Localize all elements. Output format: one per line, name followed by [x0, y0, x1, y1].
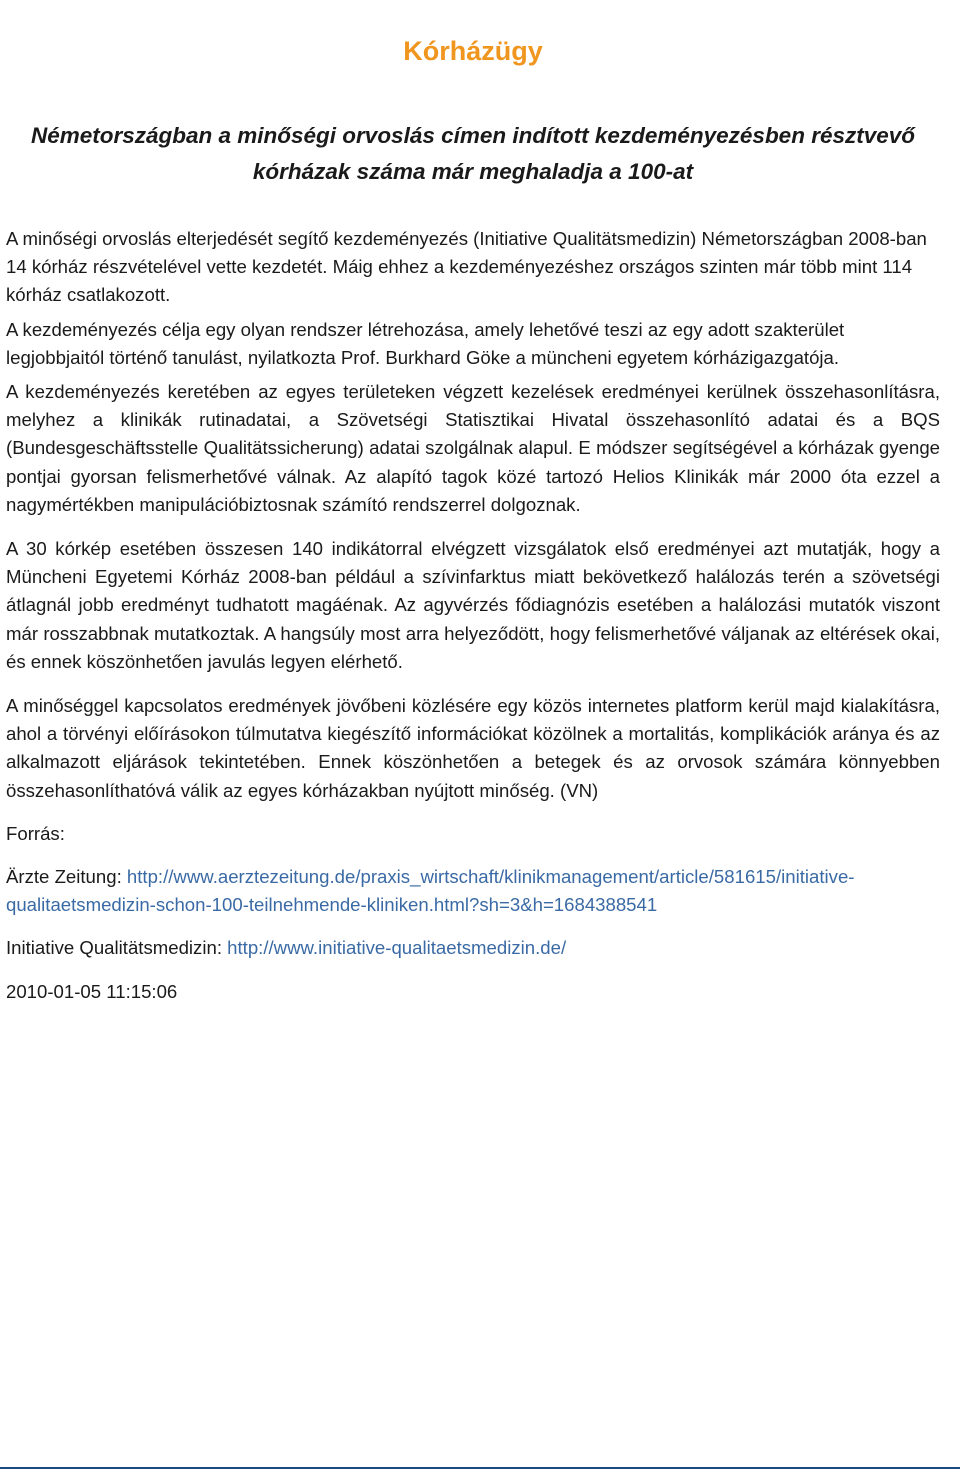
- sources-heading: Forrás:: [6, 822, 65, 844]
- paragraph-goal: A kezdeményezés célja egy olyan rendszer létrehozása, amely lehetővé teszi az egy adott szakterület legjobbjaitól történő tanulást, nyilatkozta Prof. Burkhard Göke a müncheni egyetem kórházigazgatója.: [6, 318, 845, 368]
- paragraph-platform: A minőséggel kapcsolatos eredmények jövőbeni közlésére egy közös internetes platform kerül majd kialakításra, ahol a törvényi előírásokon túlmutatva kiegészítő információkat közölnek a mortalitás, komplikációk aránya és az alkalmazott eljárások tekintetében. Ennek köszönhetően a betegek és az orvosok számára könnyebben összehasonlíthatóvá válik az egyes kórházakban nyújtott minőség. (VN): [6, 695, 940, 801]
- source-initiative: [6, 934, 940, 962]
- footer-divider: [0, 1467, 960, 1469]
- page-title: Kórházügy: [403, 36, 543, 66]
- article-body: [6, 225, 940, 1006]
- timestamp: 2010-01-05 11:15:06: [6, 980, 178, 1002]
- source-iq-label: Initiative Qualitätsmedizin:: [6, 937, 228, 959]
- article-subtitle: Németországban a minőségi orvoslás címen indított kezdeményezésben résztvevő kórházak száma már meghaladja a 100-at: [30, 123, 916, 184]
- source-aerzte-label: Ärzte Zeitung:: [6, 866, 127, 888]
- source-aerzte-link[interactable]: http://www.aerztezeitung.de/praxis_wirtschaft/klinikmanagement/article/581615/initiative-​qualitaetsmedizin-schon-100-teilnehmende-kliniken.html?sh=3&h=1684388541: [6, 866, 855, 916]
- source-iq-link[interactable]: http://www.initiative-qualitaetsmedizin.de/: [227, 937, 567, 959]
- paragraph-intro: A minőségi orvoslás elterjedését segítő kezdeményezés (Initiative Qualitätsmedizin) Németországban 2008-ban 14 kórház részvételével vette kezdetét. Máig ehhez a kezdeményezéshez országos szinten már több mint 114 kórház csatlakozott.: [6, 228, 927, 306]
- paragraph-method: A kezdeményezés keretében az egyes területeken végzett kezelések eredményei kerülnek összehasonlításra, melyhez a klinikák rutinadatai, a Szövetségi Statisztikai Hivatal összehasonlító adatai és a BQS (Bundesgeschäftsstelle Qualitätssicherung) adatai szolgálnak alapul. E módszer segítségével a kórházak gyenge pontjai gyorsan felismerhetővé válnak. Az alapító tagok közé tartozó Helios Klinikák már 2000 óta ezzel a nagymértékben manipulációbiztosnak számító rendszerrel dolgoznak.: [6, 381, 940, 515]
- source-aerzte-zeitung: [6, 863, 940, 919]
- paragraph-results: A 30 kórkép esetében összesen 140 indikátorral elvégzett vizsgálatok első eredményei azt mutatják, hogy a Müncheni Egyetemi Kórház 2008-ban például a szívinfarktus miatt bekövetkező halálozás terén a szövetségi átlagnál jobb eredményt tudhatott magáénak. Az agyvérzés fődiagnózis esetében a halálozási mutatók viszont már rosszabbnak mutatkoztak. A hangsúly most arra helyeződött, hogy felismerhetővé váljanak az eltérések okai, és ennek köszönhetően javulás legyen elérhető.: [6, 538, 940, 672]
